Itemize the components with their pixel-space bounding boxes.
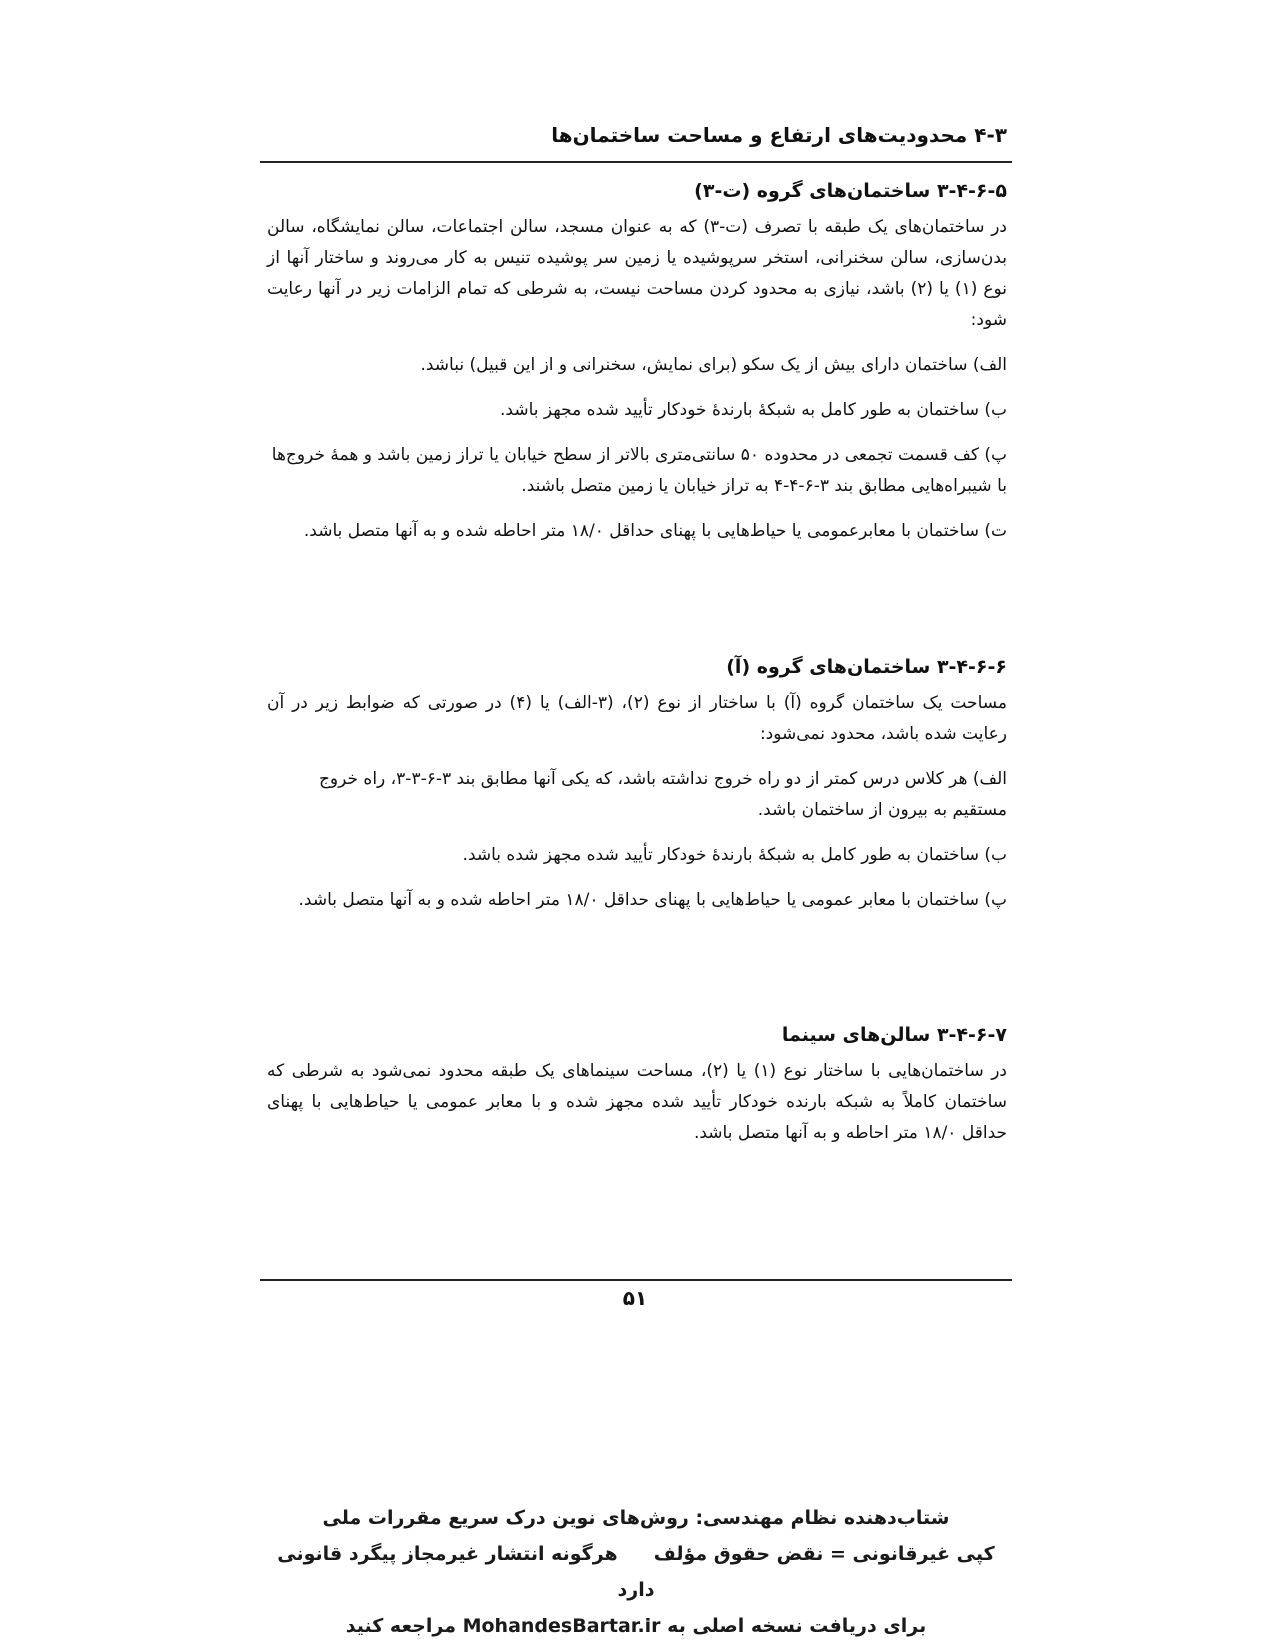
list-item <box>267 764 1007 826</box>
running-header-title: ۴-۳ محدودیت‌های ارتفاع و مساحت ساختمان‌ها <box>551 123 1007 147</box>
list-item <box>267 395 1007 426</box>
list-item-label: الف) <box>972 769 1007 789</box>
watermark-line-3: برای دریافت نسخه اصلی به MohandesBartar.ir مراجعه کنید <box>345 1615 927 1637</box>
list-item <box>267 440 1007 502</box>
list-item-text: ساختمان با معابرعمومی یا حیاط‌هایی با پهنای حداقل ۱۸/۰ متر احاطه شده و به آنها متصل باشد. <box>303 521 979 541</box>
page-number: ۵۱ <box>622 1286 648 1310</box>
list-item-text: ساختمان به طور کامل به شبکهٔ بارندهٔ خودکار تأیید شده مجهز باشد. <box>500 400 979 420</box>
list-item-label: ت) <box>984 521 1007 541</box>
list-item-label: الف) <box>972 355 1007 375</box>
section-3-4-6-7 <box>267 1020 1007 1149</box>
list-item <box>267 516 1007 547</box>
list-item <box>267 350 1007 381</box>
watermark-line-2 <box>260 1536 1012 1608</box>
section-paragraph: در ساختمان‌هایی با ساختار نوع (۱) یا (۲)، مساحت سینماهای یک طبقه محدود نمی‌شود به شرطی که ساختمان کاملاً به شبکه بارنده خودکار تأیید شده مجهز شده و با معابر عمومی یا حیاط‌هایی با پهنای حداقل ۱۸/۰ متر احاطه و به آنها متصل باشد. <box>267 1061 1007 1143</box>
list-item-label: ب) <box>984 845 1007 865</box>
section-paragraph: مساحت یک ساختمان گروه (آ) با ساختار از نوع (۲)، (۳-الف) یا (۴) در صورتی که ضوابط زیر در آن رعایت شده باشد، محدود نمی‌شود: <box>267 693 1008 744</box>
list-item-text: ساختمان با معابر عمومی یا حیاط‌هایی با پهنای حداقل ۱۸/۰ متر احاطه شده و به آنها متصل باشد. <box>298 890 979 910</box>
list-item <box>267 840 1007 871</box>
section-3-4-6-6 <box>267 652 1007 916</box>
section-heading: ۳-۴-۶-۶ ساختمان‌های گروه (آ) <box>726 656 1007 678</box>
section-heading: ۳-۴-۶-۷ سالن‌های سینما <box>781 1024 1007 1046</box>
watermark-line-1: شتاب‌دهنده نظام مهندسی: روش‌های نوین درک سریع مقررات ملی <box>322 1507 950 1529</box>
list-item-text: هر کلاس درس کمتر از دو راه خروج نداشته باشد، که یکی آنها مطابق بند ۳-۶-۳-۳، راه خروج مستقیم به بیرون از ساختمان باشد. <box>318 769 1007 820</box>
list-item-label: پ) <box>984 890 1007 910</box>
list-item-text: کف قسمت تجمعی در محدوده ۵۰ سانتی‌متری بالاتر از سطح خیابان یا تراز زمین باشد و همهٔ خروج‌ها با شیبراه‌هایی مطابق بند ۳-۶-۴-۴ به تراز خیابان یا زمین متصل باشند. <box>271 445 1007 496</box>
list-item-text: ساختمان به طور کامل به شبکهٔ بارندهٔ خودکار تأیید شده مجهز شده باشد. <box>462 845 979 865</box>
footer-divider <box>260 1279 1012 1281</box>
list-item-label: پ) <box>984 445 1007 465</box>
header-divider <box>260 161 1012 163</box>
section-heading: ۳-۴-۶-۵ ساختمان‌های گروه (ت-۳) <box>694 180 1007 202</box>
section-paragraph: در ساختمان‌های یک طبقه با تصرف (ت-۳) که به عنوان مسجد، سالن اجتماعات، سالن نمایشگاه، سالن بدن‌سازی، سالن سخنرانی، استخر سرپوشیده یا زمین سر پوشیده تنیس به کار می‌روند و ساختار آنها از نوع (۱) یا (۲) باشد، نیازی به محدود کردن مساحت نیست، به شرطی که تمام الزامات زیر در آنها رعایت شود: <box>267 217 1008 330</box>
list-item-text: ساختمان دارای بیش از یک سکو (برای نمایش، سخنرانی و از این قبیل) نباشد. <box>420 355 968 375</box>
watermark-legal-text: هرگونه انتشار غیرمجاز پیگرد قانونی دارد <box>277 1543 655 1601</box>
watermark-copyright-text: کپی غیرقانونی = نقض حقوق مؤلف <box>653 1543 995 1565</box>
list-item-label: ب) <box>984 400 1007 420</box>
section-3-4-6-5 <box>267 176 1007 547</box>
list-item <box>267 885 1007 916</box>
watermark-notice <box>260 1500 1012 1644</box>
